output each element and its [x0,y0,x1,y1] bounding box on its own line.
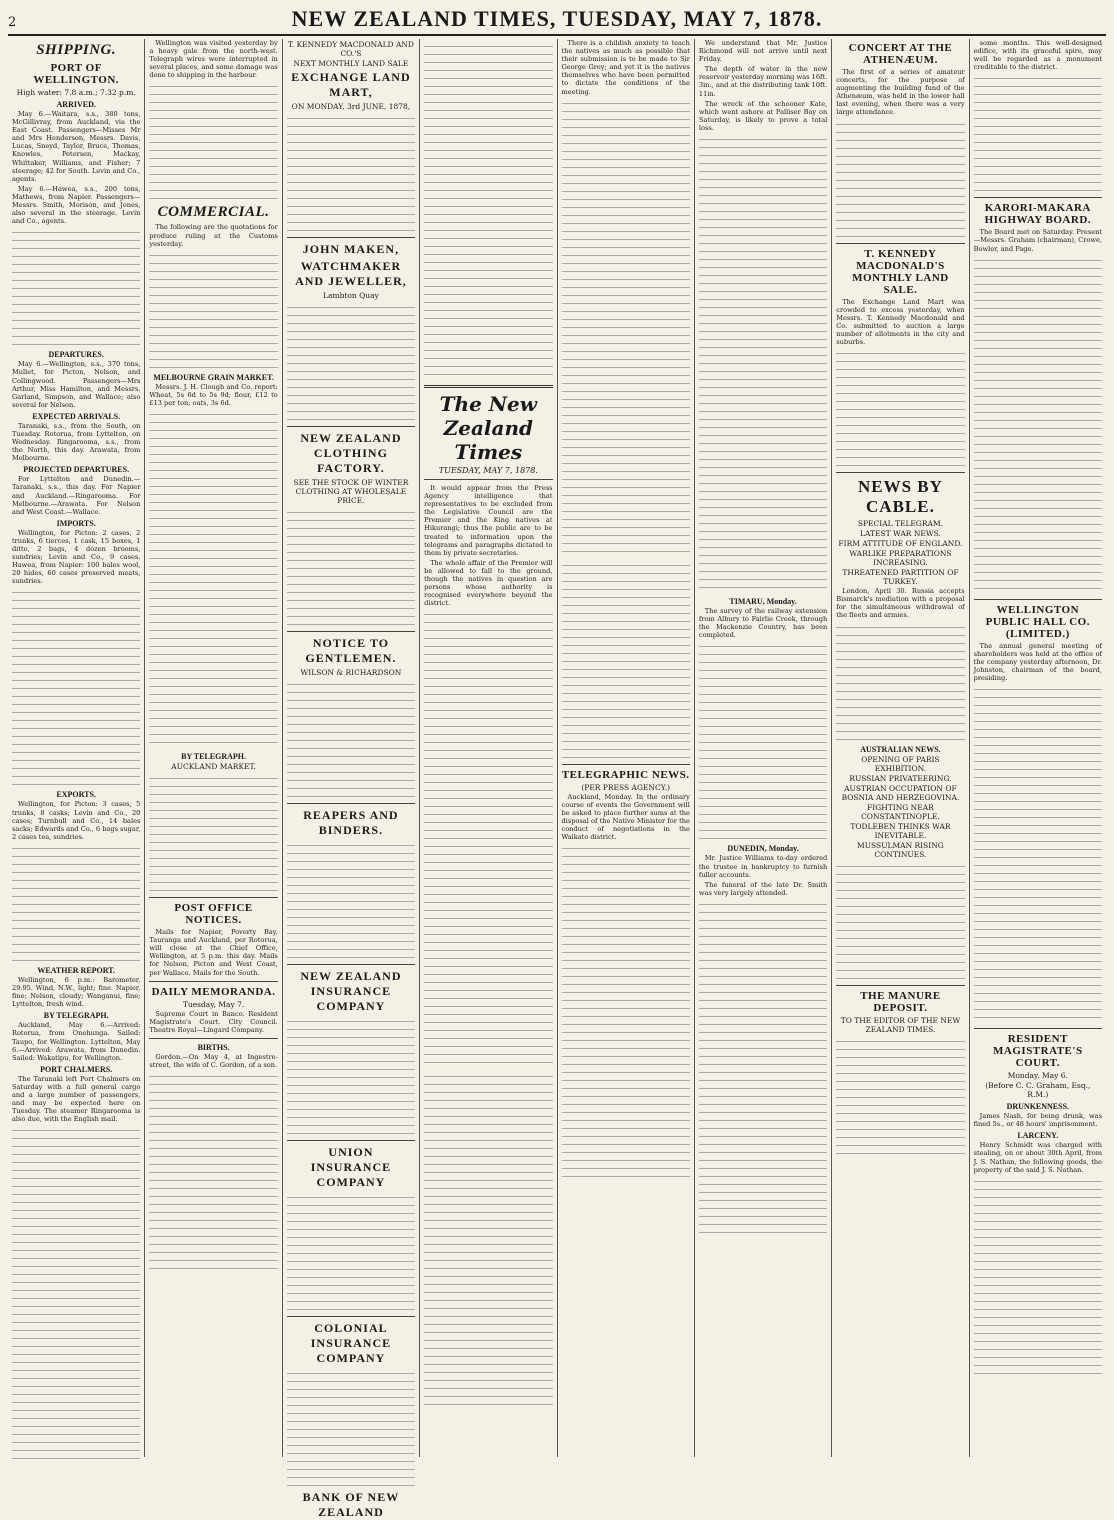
concert-text: The first of a series of amateur concerts, for the purpose of augmenting the building fund of the Athenæum, was held in the lower hall last evening, when there was a very large attendance. [836,68,965,117]
leader-date: TUESDAY, MAY 7, 1878. [438,466,538,475]
port-chalmers-heading: PORT CHALMERS. [40,1064,113,1074]
text-block [562,98,690,558]
text-block [287,1016,415,1136]
text-block [149,1071,277,1271]
commercial-heading: COMMERCIAL. [157,204,270,221]
telegraph-heading: BY TELEGRAPH. [43,1011,109,1021]
ad-nz-insurance: NEW ZEALAND INSURANCE COMPANY [300,969,402,1013]
text-block [287,507,415,627]
divider [836,472,964,473]
exports-heading: EXPORTS. [56,790,96,800]
land-sale-heading: T. KENNEDY MACDONALD'S MONTHLY LAND SALE. [852,247,949,296]
fighting-constantinople: FIGHTING NEAR CONSTANTINOPLE. [861,802,940,821]
text-block [699,899,827,1239]
ad-union-insurance: UNION INSURANCE COMPANY [310,1145,392,1189]
memoranda-text: Supreme Court in Banco. Resident Magistrate's Court. City Council. Theatre Royal—Lingard Company. [149,1009,278,1034]
press-agency: (PER PRESS AGENCY.) [581,782,671,792]
special-telegram: SPECIAL TELEGRAM. [857,519,944,529]
column-2 [145,39,282,1457]
text-block [562,843,690,1183]
drunkenness-text: James Nash, for being drunk, was fined 5s., or 48 hours' imprisonment. [973,1112,1102,1129]
divider [287,964,415,965]
text-block [287,302,415,422]
ad-kennedy-1: T. KENNEDY MACDONALD AND CO.'S [287,40,414,58]
todleben: TODLEBEN THINKS WAR INEVITABLE. [850,821,951,840]
text-block [424,41,552,381]
australian-news-heading: AUSTRALIAN NEWS. [860,744,941,754]
births-text: Gordon.—On May 4, at Ingestre-street, the wife of C. Gordon, of a son. [149,1052,278,1069]
memoranda-heading: DAILY MEMORANDA. [151,985,276,998]
page-number-left: 2 [8,15,17,30]
col2-text-1: Wellington was visited yesterday by a heavy gale from the north-west. Telegraph wires were interrupted in several places, and some damage was done to shipping in the harbour. [149,39,278,80]
ad-clothing-sub: SEE THE STOCK OF WINTER CLOTHING AT WHOLESALE PRICE. [293,478,409,505]
text-block [12,227,140,347]
telegraph-heading-2: BY TELEGRAPH. [181,752,247,762]
text-block [699,134,827,594]
divider [287,237,415,238]
arrived-text-1: May 6.—Waitara, s.s., 380 tons, McGillivray, from Auckland, via the East Coast. Passengers—Misses Mr and Mrs Henderson, Messrs. Davis, Lucas, Sneyd, Taylor, Bruce, Thomas, Knowles, Petersen, Mackay, Whittaker, Williams, and Fisher; 7 steerage; 42 for South. Levin and Co., agents. [12,110,141,183]
karori-heading: KARORI-MAKARA HIGHWAY BOARD. [984,202,1092,227]
dunedin-text-1: Mr. Justice Williams to-day ordered the trustee in bankruptcy to furnish fuller accounts. [698,854,828,879]
text-block [149,250,277,370]
masthead [8,6,1106,36]
column-4 [420,39,557,1457]
news-by-cable-heading: NEWS BY CABLE. [857,477,943,517]
column-7 [832,39,969,1457]
divider [287,1140,415,1141]
divider [424,479,552,480]
ad-colonial-insurance: COLONIAL INSURANCE COMPANY [310,1321,392,1365]
text-block [836,348,964,468]
column-8 [970,39,1106,1457]
projected-text: For Lyttelton and Dunedin.—Taranaki, s.s., this day. For Napier and Auckland.—Ringarooma. For Melbourne.—Arawata. For Nelson and West Coast.—Wallace. [12,475,141,516]
ad-maken-address: Lambton Quay [323,291,379,300]
text-block [836,622,964,742]
high-water: High water: 7.8 a.m.; 7.32 p.m. [16,88,136,97]
text-block [149,409,277,749]
rm-court-heading: RESIDENT MAGISTRATE'S COURT. [993,1033,1083,1070]
telegraphic-heading: TELEGRAPHIC NEWS. [561,768,690,781]
text-block [149,773,277,893]
expected-heading: EXPECTED ARRIVALS. [32,411,121,421]
text-block [12,587,140,787]
departures-heading: DEPARTURES. [48,350,104,360]
divider [287,803,415,804]
larceny-text: Henry Schmidt was charged with stealing, on or about 30th April, from J. S. Nathan, the following goods, the property of the said J. S. Nathan. [973,1141,1102,1174]
telegraph-text: Auckland, May 6.—Arrived: Rotorua, from Onehunga. Sailed: Taupo, for Wellington. Lyttelton, May 6.—Arrived: Arawata, from Dunedin. Sailed: Wakatipu, for Wellington. [12,1021,141,1062]
col6-text-2: The depth of water in the new reservoir yesterday morning was 16ft. 3in., and at the distributing tank 10ft. 11in. [698,65,828,98]
column-3 [283,39,420,1519]
expected-text: Taranaki, s.s., from the South, on Tuesday. Rotorua, from Lyttelton, on Wednesday. Ringarooma, s.s., from the North, this day. Arawata, from Melbourne. [12,421,141,463]
divider [974,599,1102,600]
drunkenness-heading: DRUNKENNESS. [1006,1102,1070,1112]
text-block [12,843,140,963]
firm-attitude: FIRM ATTITUDE OF ENGLAND. [838,539,963,549]
text-block [287,1368,415,1488]
dunedin-heading: DUNEDIN, Monday. [727,844,799,854]
text-block [287,113,415,233]
timaru-heading: TIMARU, Monday. [729,597,797,607]
divider [836,985,964,986]
public-hall-heading: WELLINGTON PUBLIC HALL CO. (LIMITED.) [985,603,1090,640]
ad-kennedy-2: NEXT MONTHLY LAND SALE [293,59,409,68]
column-1 [8,39,145,1457]
col5-text-1: There is a childish anxiety to teach the natives as much as possible that their submission is to be made to Sir George Grey; and yet it is the natives themselves who have been permitted to dictate the conditions of the meeting. [561,39,690,96]
karori-text: The Board met on Saturday. Present—Messrs. Graham (chairman), Crowe, Bowler, and Page. [973,228,1102,253]
public-hall-text: The annual general meeting of shareholders was held at the office of the company yesterday afternoon, Dr. Johnston, chairman of the board, presiding. [973,641,1102,683]
shipping-heading: SHIPPING. [36,42,117,58]
ad-reapers: REAPERS AND BINDERS. [303,808,399,837]
ad-watchmaker: WATCHMAKER AND JEWELLER, [295,259,407,288]
text-block [974,1176,1102,1376]
leader-masthead: The New Zealand Times [439,392,537,464]
timaru-text: The survey of the railway extension from Albury to Fairlie Creek, through the Mackenzie Country, has been completed. [698,607,828,640]
weather-heading: WEATHER REPORT. [37,965,116,975]
projected-heading: PROJECTED DEPARTURES. [23,465,130,475]
imports-text: Wellington, for Picton: 2 cases, 2 trunks, 6 tierces, 1 cask, 15 boxes, 1 ditto, 2 bags, 4 dozen brooms, sundries; Levin and Co., 9 cases. Hawea, from Napier: 100 bales wool, 20 hides, 60 cases preserved meats, sundries. [12,528,141,586]
arrived-text-2: May 6.—Hawea, s.s., 200 tons, Mathews, from Napier. Passengers—Messrs. Smith, Morison, and Jones, also several in the steerage. Levin and Co., agents. [12,184,141,226]
post-office-heading: POST OFFICE NOTICES. [174,902,253,927]
leader-text-1: It would appear from the Press Agency intelligence that representatives to be excluded from the Legislative Council are the Premier and the King natives at Hikurangi; thus the public are to be treated to information upon the telegrams and paragraphs dictated to them by private secretaries. [424,484,553,557]
text-block [836,861,964,981]
text-block [287,840,415,960]
text-block [974,255,1102,595]
births-heading: BIRTHS. [197,1042,230,1052]
columns [8,39,1106,1519]
column-5 [558,39,695,1457]
latest-war-news: LATEST WAR NEWS. [860,529,941,539]
divider [287,426,415,427]
divider [287,1316,415,1317]
leader-text-2: The whole affair of the Premier will be allowed to fall to the ground, though the natives in question are persons whose authority is recognised everywhere beyond the district. [424,558,553,608]
land-sale-text: The Exchange Land Mart was crowded to excess yesterday, when Messrs. T. Kennedy Macdonald and Co. submitted to auction a large number of allotments in the city and suburbs. [836,297,965,347]
paris-exhibition: OPENING OF PARIS EXHIBITION. [861,754,940,773]
divider [149,1038,277,1039]
divider [149,981,277,982]
weather-text: Wellington, 6 p.m.: Barometer, 29.95. Wind, N.W., light; fine. Napier, fine; Nelson, cloudy; Wanganui, fine; Lyttelton, fresh wind. [12,975,141,1009]
text-block [699,641,827,841]
text-block [12,1125,140,1465]
memoranda-date: Tuesday, May 7. [182,999,245,1009]
ad-wilson: WILSON & RICHARDSON [300,668,402,677]
text-block [424,609,552,1069]
concert-heading: CONCERT AT THE ATHENÆUM. [848,42,953,66]
divider [562,764,690,765]
ad-kennedy-3: EXCHANGE LAND MART, [291,70,411,99]
col6-text-3: The wreck of the schooner Kate, which went ashore at Palliser Bay on Saturday, is likely to prove a total loss. [698,99,828,132]
mussulman-rising: MUSSULMAN RISING CONTINUES. [857,840,944,859]
divider [287,631,415,632]
ad-clothing: NEW ZEALAND CLOTHING FACTORY. [300,431,402,475]
larceny-heading: LARCENY. [1017,1131,1059,1141]
divider [974,197,1102,198]
rm-court-date: Monday, May 6. [1007,1071,1068,1081]
telegraphic-text: Auckland, Monday. In the ordinary course of events the Government will be asked to place further sums at the disposal of the Native Minister for the conduct of negotiations in the Waikato district. [561,792,690,842]
manure-heading: THE MANURE DEPOSIT. [860,989,941,1014]
rm-court-before: (Before C. C. Graham, Esq., R.M.) [985,1081,1091,1100]
newspaper-title: NEW ZEALAND TIMES, TUESDAY, MAY 7, 1878. [291,6,823,31]
text-block [562,560,690,760]
russian-privateering: RUSSIAN PRIVATEERING. [849,773,952,783]
grain-text: Messrs. J. H. Clough and Co. report: Wheat, 5s 6d to 5s 9d; flour, £12 to £13 per ton; oats, 3s 6d. [149,382,278,407]
text-block [836,1036,964,1156]
col8-text-1: some months. This well-designed edifice, with its graceful spire, may well be regarded as a monument creditable to the district. [973,39,1102,72]
col6-text-1: We understand that Mr. Justice Richmond will not arrive until next Friday. [698,39,828,64]
austrian-occupation: AUSTRIAN OCCUPATION OF BOSNIA AND HERZEGOVINA. [841,783,960,802]
port-heading: PORT OF WELLINGTON. [33,62,120,86]
imports-heading: IMPORTS. [56,518,96,528]
text-block [287,1192,415,1312]
divider [424,385,552,388]
ad-kennedy-4: ON MONDAY, 3rd JUNE, 1878, [291,102,411,111]
ad-bank: BANK OF NEW ZEALAND [302,1490,400,1519]
commercial-text: The following are the quotations for produce ruling at the Customs yesterday. [149,223,278,248]
warlike-preparations: WARLIKE PREPARATIONS INCREASING. [849,549,952,568]
ad-maken-name: JOHN MAKEN, [302,242,400,256]
grain-heading: MELBOURNE GRAIN MARKET. [153,372,274,382]
text-block [424,1071,552,1411]
arrived-heading: ARRIVED. [56,100,96,109]
text-block [149,81,277,201]
port-chalmers-text: The Taranaki left Port Chalmers on Saturday with a full general cargo and a large number of passengers, and may be expected here on Tuesday. The steamer Ringarooma is also due, with the English mail. [12,1074,141,1124]
manure-to-editor: TO THE EDITOR OF THE NEW ZEALAND TIMES. [840,1015,961,1034]
dunedin-text-2: The funeral of the late Dr. Smith was very largely attended. [698,880,828,897]
post-office-text: Mails for Napier, Poverty Bay, Tauranga and Auckland, per Rotorua, will close at the Chief Office, Wellington, at 5 p.m. this day. Mails for Nelson, Picton and West Coast, per Wallace. Mails for the South. [149,928,278,977]
text-block [974,684,1102,1024]
cable-text: London, April 30. Russia accepts Bismarck's mediation with a proposal for the simultaneous withdrawal of the fleets and armies. [836,587,965,620]
divider [149,897,277,898]
ad-gentlemen: NOTICE TO GENTLEMEN. [305,636,397,665]
divider [974,1028,1102,1029]
text-block [974,73,1102,193]
exports-text: Wellington, for Picton: 3 cases, 5 trunks, 8 casks; Levin and Co., 20 cases; Turnbull and Co., 14 bales sacks; Edwards and Co., 6 bags sugar, 2 cases tea, sundries. [12,800,141,841]
partition-of-turkey: THREATENED PARTITION OF TURKEY. [842,568,959,587]
auckland-market: AUCKLAND MARKET. [171,762,256,772]
text-block [836,119,964,239]
divider [836,243,964,244]
text-block [287,679,415,799]
departures-text: May 6.—Wellington, s.s., 370 tons, Mullet, for Picton, Nelson, and Collingwood. Passengers—Mrs Arthur, Miss Hamilton, and Messrs. Garland, Simpson, and Wallace; also several for Nelson. [12,360,141,409]
column-6 [695,39,832,1457]
